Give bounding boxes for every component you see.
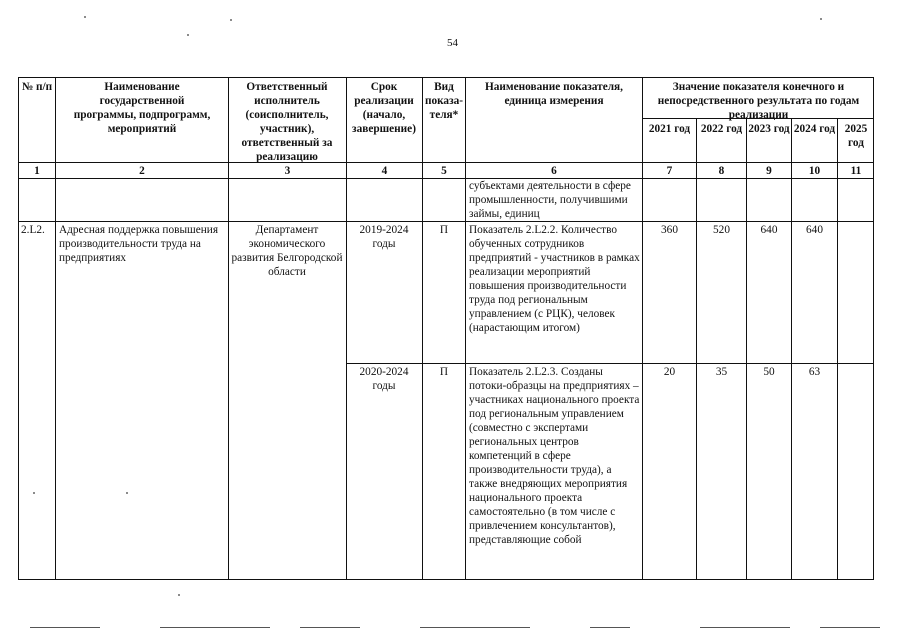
col-divider <box>746 118 747 579</box>
indicator-value: 640 <box>806 224 823 236</box>
col-number: 9 <box>766 165 772 177</box>
row-rule <box>19 221 873 222</box>
indicator-value: 360 <box>661 224 678 236</box>
number-row-rule <box>19 178 873 179</box>
scan-speck <box>126 492 128 494</box>
scan-edge-rule <box>30 627 100 628</box>
executor: Департамент экономического развития Белгородской области <box>231 224 343 278</box>
indicator-type: П <box>439 224 449 236</box>
col-number: 5 <box>441 165 447 177</box>
scan-speck <box>187 34 189 36</box>
col-divider <box>837 118 838 579</box>
indicator-rule <box>346 363 873 364</box>
header-executor: Ответственный исполнитель (соисполнитель, участник), ответственный за реализацию <box>241 81 333 163</box>
page-number: 54 <box>447 37 458 49</box>
scan-edge-rule <box>700 627 790 628</box>
indicator-name: Показатель 2.L2.2. Количество обученных сотрудников предприятий - участников в рамках реализации мероприятий повышения производительности труда под региональным управлением (с РЦК), человек (нарастающим итогом) <box>469 224 640 334</box>
scan-speck <box>820 18 822 20</box>
indicator-term: 2020-2024 годы <box>359 366 409 392</box>
col-number: 10 <box>808 165 821 177</box>
indicator-value: 640 <box>760 224 778 236</box>
indicator-term: 2019-2024 годы <box>359 224 409 250</box>
scan-edge-rule <box>420 627 530 628</box>
header-year: 2021 год <box>648 123 691 135</box>
header-year: 2022 год <box>700 123 743 135</box>
col-divider <box>346 78 347 579</box>
header-year: 2024 год <box>793 123 836 135</box>
col-number: 8 <box>718 165 725 177</box>
col-number: 6 <box>551 165 557 177</box>
col-divider <box>791 118 792 579</box>
indicator-name: Показатель 2.L2.3. Созданы потоки-образцы на предприятиях – участниках национального проекта под региональным управлением (совместно с экспертами региональных центров компетенций в сфере производительности труда), а также внедряющих мероприятия национального проекта самостоятельно (в том числе с привлечением консультантов), представляющие собой <box>469 366 640 546</box>
header-values-group: Значение показателя конечного и непосредственного результата по годам реализации <box>657 81 860 121</box>
row-number: 2.L2. <box>21 224 45 236</box>
col-divider <box>642 78 643 579</box>
scan-speck <box>178 594 180 596</box>
indicator-type: П <box>439 366 449 378</box>
col-number: 7 <box>666 165 673 177</box>
header-term: Срок реализации (начало, завершение) <box>352 81 416 135</box>
col-divider <box>696 118 697 579</box>
col-number: 3 <box>284 165 291 177</box>
scan-speck <box>230 19 232 21</box>
scan-speck <box>84 16 86 18</box>
header-type: Вид показа-теля* <box>424 81 464 121</box>
scan-edge-rule <box>820 627 880 628</box>
indicator-value: 35 <box>715 366 728 378</box>
col-number: 11 <box>850 165 862 177</box>
indicator-value: 63 <box>808 366 821 378</box>
indicator-value: 520 <box>713 224 730 236</box>
header-indicator: Наименование показателя, единица измерения <box>484 81 623 107</box>
indicator-value: 50 <box>763 366 775 378</box>
header-year: 2023 год <box>748 123 790 135</box>
scan-speck <box>33 492 35 494</box>
col-divider <box>422 78 423 579</box>
continuation-indicator: субъектами деятельности в сфере промышленности, получившими займы, единиц <box>469 180 631 220</box>
col-number: 2 <box>139 165 145 177</box>
header-num: № п/п <box>21 81 53 93</box>
scan-edge-rule <box>160 627 270 628</box>
header-year: 2025 год <box>844 123 868 149</box>
col-divider <box>228 78 229 579</box>
indicators-table <box>18 77 874 580</box>
header-bottom-rule <box>19 162 873 163</box>
indicator-value: 20 <box>663 366 676 378</box>
col-number: 4 <box>381 165 388 177</box>
scan-edge-rule <box>300 627 360 628</box>
col-divider <box>465 78 466 579</box>
col-divider <box>55 78 56 579</box>
event-name: Адресная поддержка повышения производительности труда на предприятиях <box>59 224 219 264</box>
col-number: 1 <box>34 165 40 177</box>
header-program: Наименование государственной программы, подпрограмм, мероприятий <box>73 81 211 135</box>
scan-edge-rule <box>590 627 630 628</box>
